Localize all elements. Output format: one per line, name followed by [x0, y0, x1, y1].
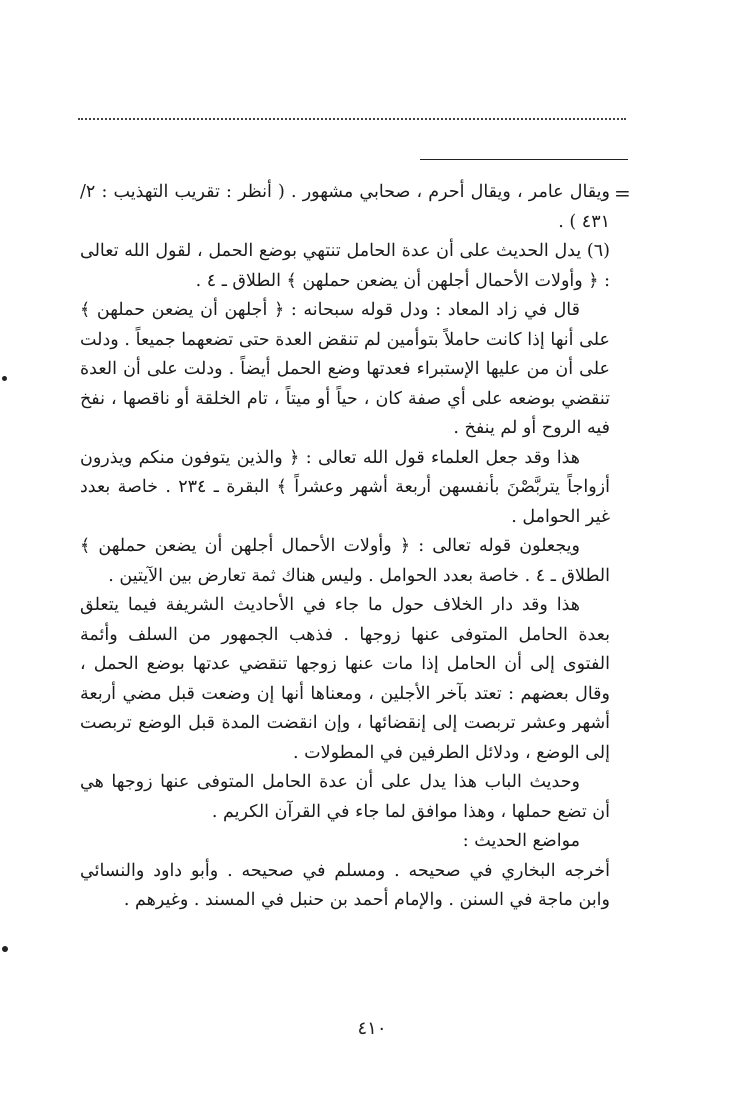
continuation-mark: =: [614, 181, 631, 205]
scan-speck: [2, 946, 8, 952]
scan-speck: [2, 376, 7, 381]
footnote-paragraph: وحديث الباب هذا يدل على أن عدة الحامل المتوفى عنها زوجها هي أن تضع حملها ، وهذا موافق لما جاء في القرآن الكريم .: [80, 772, 610, 822]
section-heading: مواضع الحديث :: [462, 831, 580, 851]
footnote-paragraph: ويقال عامر ، ويقال أحرم ، صحابي مشهور . ( أنظر : تقريب التهذيب : ٢/ ٤٣١ ) .: [80, 182, 610, 232]
page-number: ٤١٠: [357, 1018, 387, 1039]
footnote-paragraph: (٦) يدل الحديث على أن عدة الحامل تنتهي بوضع الحمل ، لقول الله تعالى : ﴿ وأولات الأحمال أجلهن أن يضعن حملهن ﴾ الطلاق ـ ٤ .: [80, 241, 610, 291]
dotted-separator: [78, 118, 626, 120]
footnote-paragraph: هذا وقد جعل العلماء قول الله تعالى : ﴿ والذين يتوفون منكم ويذرون أزواجاً يتربَّصْنَ بأنفسهن أربعة أشهر وعشراً ﴾ البقرة ـ ٢٣٤ . خاصة بعدد غير الحوامل .: [80, 447, 610, 527]
footnote-paragraph: أخرجه البخاري في صحيحه . ومسلم في صحيحه . وأبو داود والنسائي وابن ماجة في السنن . والإمام أحمد بن حنبل في المسند . وغيرهم .: [80, 860, 610, 910]
footnote-paragraph: قال في زاد المعاد : ودل قوله سبحانه : ﴿ أجلهن أن يضعن حملهن ﴾ على أنها إذا كانت حاملاً بتوأمين لم تنقض العدة حتى تضعهما جميعاً . ودلت على أن من عليها الإستبراء فعدتها وضع الحمل أيضاً . ودلت على أن العدة تنقضي بوضعه على أي صفة كان ، حياً أو ميتاً ، تام الخلقة أو ناقصها ، نفخ فيه الروح أو لم ينفخ .: [80, 300, 610, 438]
footnote-separator-line: [420, 159, 628, 160]
footnote-paragraph: ويجعلون قوله تعالى : ﴿ وأولات الأحمال أجلهن أن يضعن حملهن ﴾ الطلاق ـ ٤ . خاصة بعدد الحوامل . وليس هناك ثمة تعارض بين الآيتين .: [80, 536, 610, 586]
footnote-text-block: [80, 178, 610, 916]
footnote-paragraph: هذا وقد دار الخلاف حول ما جاء في الأحاديث الشريفة فيما يتعلق بعدة الحامل المتوفى عنها زوجها . فذهب الجمهور من السلف وأئمة الفتوى إلى أن الحامل إذا مات عنها زوجها تنقضي عدتها بوضع الحمل ، وقال بعضهم : تعتد بآخر الأجلين ، ومعناها أنها إن وضعت قبل مضي أربعة أشهر وعشر تربصت إلى إنقضائها ، وإن انقضت المدة قبل الوضع تربصت إلى الوضع ، ودلائل الطرفين في المطولات .: [80, 595, 610, 763]
